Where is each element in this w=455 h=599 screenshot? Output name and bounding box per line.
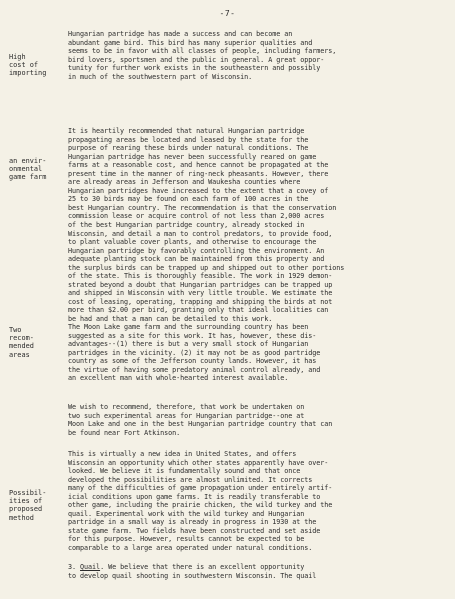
paragraph-new-idea: This is virtually a new idea in United States, and offers Wisconsin an opportunity which other states apparently have over- looked. We believe it is fundamentally sound and that once developed the possibilities are almost unlimited. It corrects many of the difficulties of game propagation under entirely artif- icial conditions upon game farms. It is readily transferable to other game, including the prairie chicken, the wild turkey and the quail. Experimental work with the wild turkey and Hungarian partridge in a small way is already in progress in 1930 at the state game farm. Two fields have been constructed and set aside for this purpose. However, results cannot be expected to be comparable to a large area operated under natural conditions. — [68, 450, 333, 553]
quail-item-number: 3. — [68, 563, 77, 571]
quail-heading: Quail — [80, 563, 101, 571]
margin-note-possibilities: Possibil- ities of proposed method — [9, 489, 47, 522]
page-number: -7- — [219, 9, 236, 18]
paragraph-moon-lake: The Moon Lake game farm and the surrounding country has been suggested as a site for this work. It has, however, these dis- advantages--(1) there is but a very small stock of Hungarian partridges in the vicinity. (2) it may not be as good partridge country as some of the Jefferson county lands. However, it has the virtue of having some predatory animal control already, and an excellent man with whole-hearted interest available. — [68, 323, 321, 383]
paragraph-quail — [68, 563, 444, 580]
paragraph-two-areas: We wish to recommend, therefore, that work be undertaken on two such experimental areas for Hungarian partridge--one at Moon Lake and one in the best Hungarian partridge country that can be found near Fort Atkinson. — [68, 403, 333, 437]
margin-note-high-cost: High cost of importing — [9, 53, 47, 78]
paragraph-hungarian-success: Hungarian partridge has made a success and can become an abundant game bird. This bird has many superior qualities and seems to be in favor with all classes of people, including farmers, bird lovers, sportsmen and the public in general. A great oppor- tunity for further work exists in the southeastern and possibly in much of the southwestern part of Wisconsin. — [68, 30, 337, 81]
margin-note-environmental-game-farm: an envir- onmental game farm — [9, 157, 47, 182]
paragraph-recommendation: It is heartily recommended that natural Hungarian partridge propagating areas be located and leased by the state for the purpose of rearing these birds under natural conditions. The Hungarian partridge has never been successfully reared on game farms at a reasonable cost, and hence cannot be propagated at the present time in the manner of ring-neck pheasants. However, there are already areas in Jefferson and Waukesha counties where Hungarian partridges have increased to the extent that a covey of 25 to 30 birds may be found on each farm of 100 acres in the best Hungarian country. The recommendation is that the conservation commission lease or acquire control of not less than 2,000 acres of the best Hungarian partridge country, already stocked in Wisconsin, and detail a man to control predators, to provide food, to plant valuable cover plants, and otherwise to encourage the Hungarian partridge by favorably controlling the environment. An adequate planting stock can be maintained from this property and the surplus birds can be trapped up and shipped out to other portions of the state. This is thoroughly feasible. The work in 1929 demon- strated beyond a doubt that Hungarian partridges can be trapped up and shipped in Wisconsin with very little trouble. We estimate the cost of leasing, operating, trapping and shipping the birds at not more than $2.00 per bird, granting only that ideal localities can be had and that a man can be detailed to this work. — [68, 127, 345, 324]
quail-text: . We believe that there is an excellent opportunity to develop quail shooting in southwestern Wisconsin. The quail — [68, 563, 317, 580]
margin-note-two-recommended-areas: Two recom- mended areas — [9, 326, 34, 359]
